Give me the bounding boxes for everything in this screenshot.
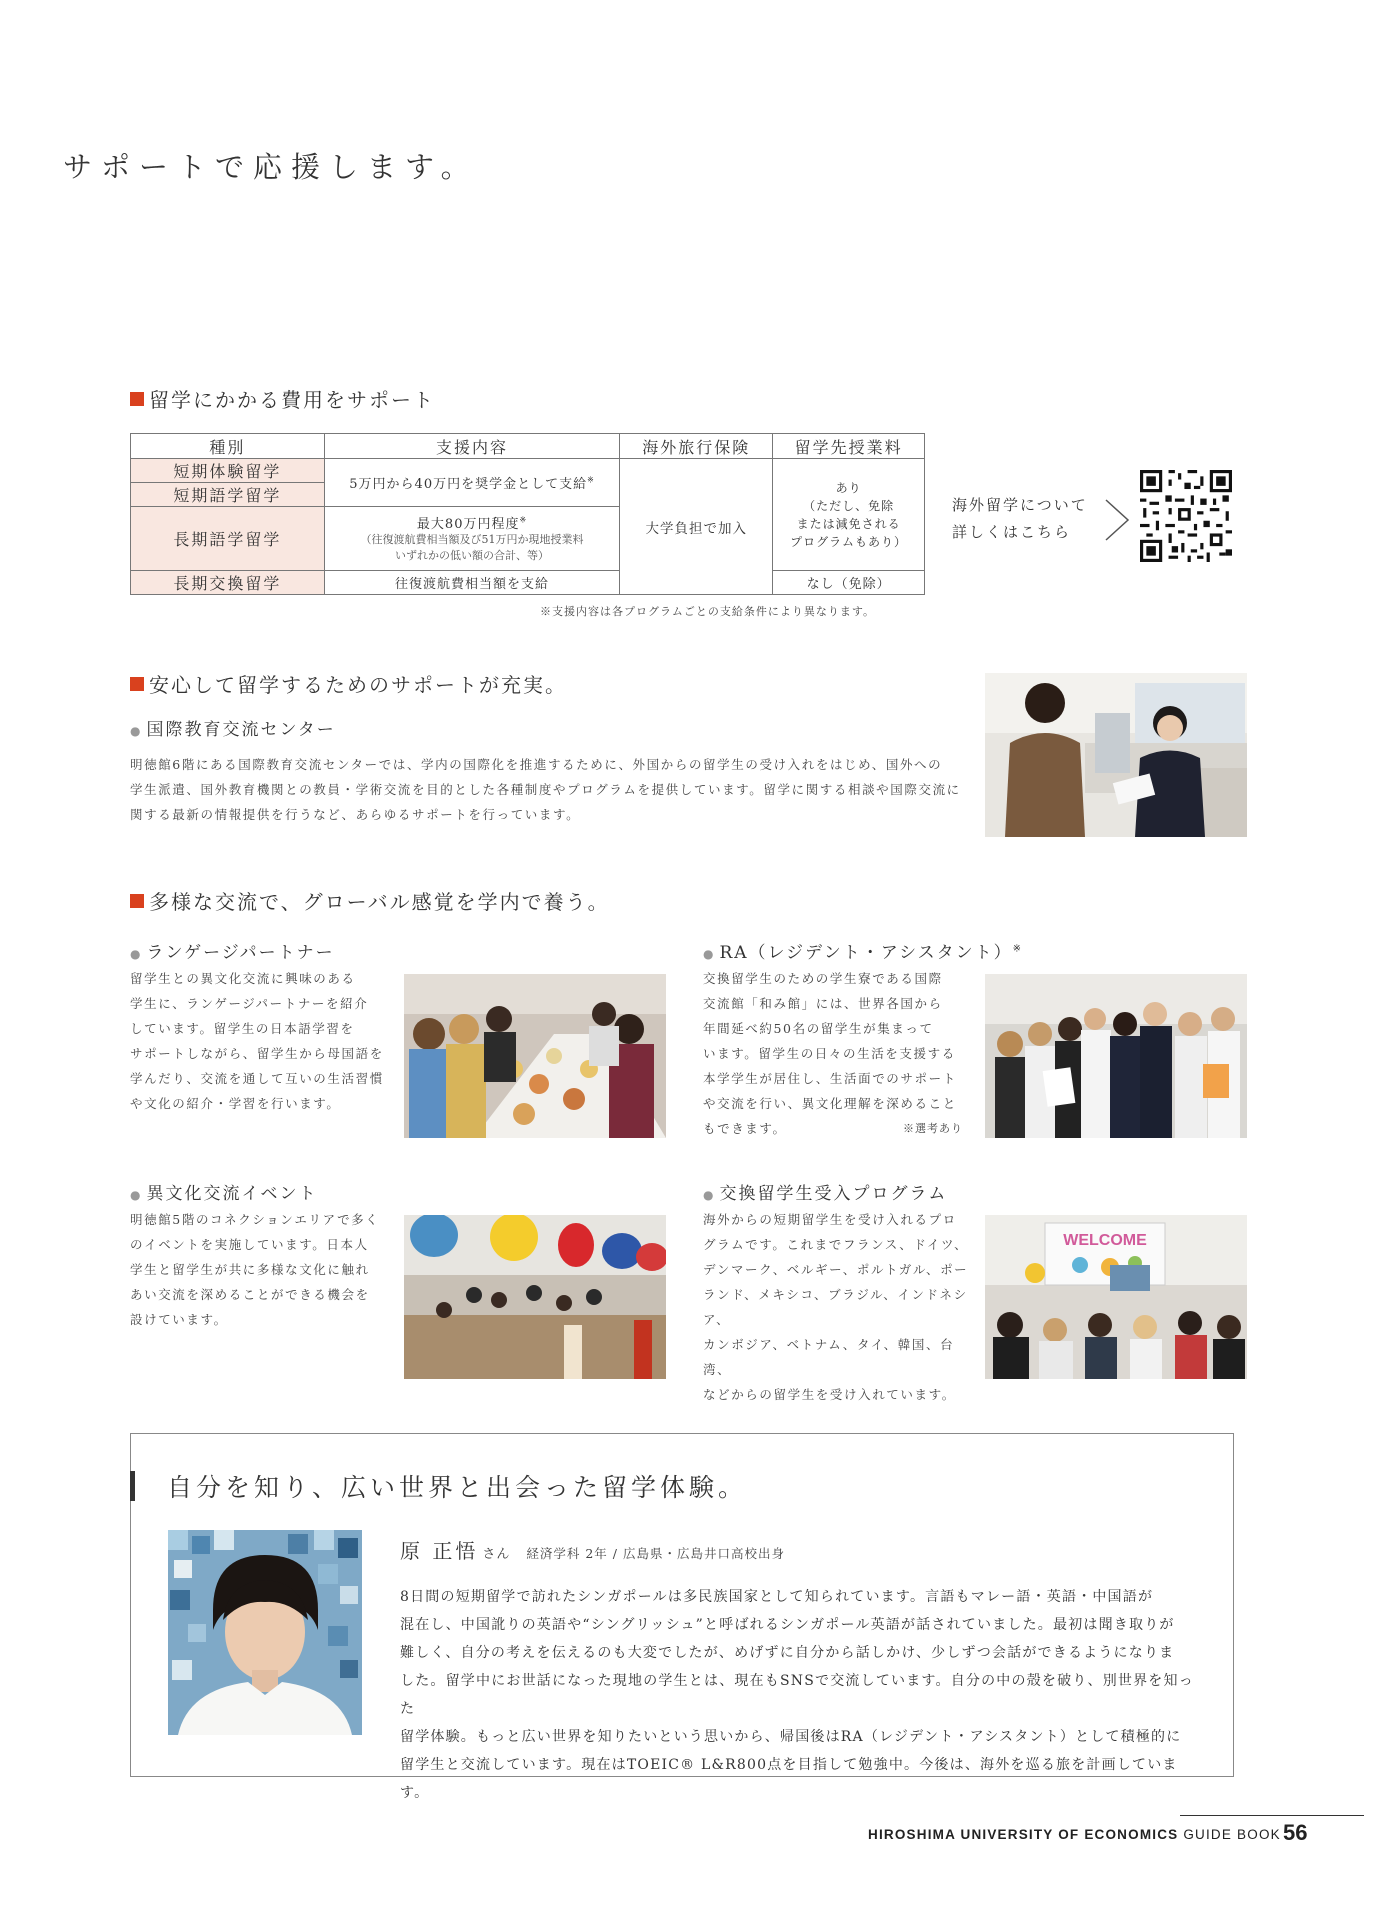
tuition-cell [773,459,925,571]
type-short-language: 短期語学留学 [131,483,325,507]
ep-line-4: ランド、メキシコ、ブラジル、インドネシア、 [703,1287,968,1327]
heading-square-icon [130,894,144,908]
ce-line-4: あい交流を深めることができる機会を [130,1287,370,1302]
ra-line-2: 交流館「和み館」には、世界各国から [703,996,943,1011]
footer-rule [1180,1815,1364,1816]
tuition-line-3: または減免される [796,516,901,531]
exchange-section-heading [130,886,610,915]
bullet-dot-icon: ● [130,947,143,961]
language-partner-title [130,938,335,963]
welcome-sign-text: WELCOME [1063,1232,1147,1249]
chevron-right-icon [1100,496,1134,544]
ce-line-3: 学生と留学生が共に多様な文化に触れ [130,1262,370,1277]
tuition-line-4: プログラムもあり） [790,534,908,549]
ra-title [703,938,1023,963]
student-honorific: さん [482,1547,511,1562]
lp-line-6: や文化の紹介・学習を行います。 [130,1096,341,1111]
cost-note: ※支援内容は各プログラムごとの支給条件により異なります。 [540,605,876,618]
cost-table [130,433,925,595]
exp-line-2: 混在し、中国訛りの英語や“シングリッシュ”と呼ばれるシンガポール英語が話されていました。最初は聞き取りが [400,1617,1175,1633]
ep-line-6: などからの留学生を受け入れています。 [703,1387,956,1402]
header-support: 支援内容 [324,434,620,459]
culture-event-title-text: 異文化交流イベント [146,1184,318,1204]
title-bar-icon [130,1471,135,1501]
short-support-mark: ※ [587,475,595,485]
center-section-heading [130,669,567,698]
center-office-photo [985,673,1247,837]
tuition-line-2: （ただし、免除 [803,498,895,513]
language-partner-body [130,966,390,1116]
qr-link-text[interactable] [952,492,1088,546]
lp-line-5: 学んだり、交流を通して互いの生活習慣 [130,1071,384,1086]
student-name: 原 正悟 [400,1539,479,1563]
long-support-main: 最大80万円程度 [416,517,520,532]
ra-line-3: 年間延べ約50名の留学生が集まって [703,1021,934,1036]
ra-line-1: 交換留学生のための学生寮である国際 [703,971,943,986]
header-insurance: 海外旅行保険 [620,434,773,459]
ce-line-1: 明徳館5階のコネクションエリアで多く [130,1212,380,1227]
ra-line-7-text: もできます。 [703,1121,787,1136]
short-support-text: 5万円から40万円を奨学金として支給 [349,477,588,492]
page-number: 56 [1283,1820,1308,1845]
footer-guidebook-label: GUIDE BOOK [1183,1827,1281,1842]
ce-line-5: 設けています。 [130,1312,228,1327]
experience-title: 自分を知り、広い世界と出会った留学体験。 [167,1473,748,1502]
lp-line-3: しています。留学生の日本語学習を [130,1021,355,1036]
bullet-dot-icon: ● [703,1188,716,1202]
ra-line-7 [703,1116,963,1141]
qr-text-line-1: 海外留学について [952,496,1088,514]
bullet-dot-icon: ● [703,947,716,961]
culture-event-body [130,1207,390,1332]
center-line-2: 学生派遣、国外教育機関との教員・学術交流を目的とした各種制度やプログラムを提供しています。留学に関する相談や国際交流に [130,782,961,797]
page-title: サポートで応援します。 [63,150,479,184]
student-portrait-photo [168,1530,362,1735]
center-body [130,752,970,827]
heading-square-icon [130,677,144,691]
ra-selection-note: ※選考あり [903,1122,963,1135]
lp-line-1: 留学生との異文化交流に興味のある [130,971,356,986]
ep-line-1: 海外からの短期留学生を受け入れるプロ [703,1212,957,1227]
long-support-note-2: いずれかの低い額の合計、等） [395,549,550,562]
exchange-program-body [703,1207,973,1407]
heading-square-icon [130,392,144,406]
center-heading-text: 安心して留学するためのサポートが充実。 [149,673,567,697]
ra-body [703,966,963,1141]
type-long-language: 長期語学留学 [131,507,325,571]
experience-body [400,1583,1200,1807]
qr-text-line-2: 詳しくはこちら [952,523,1072,541]
type-short-experience: 短期体験留学 [131,459,325,483]
ep-line-5: カンボジア、ベトナム、タイ、韓国、台湾、 [703,1337,955,1377]
bullet-dot-icon: ● [130,724,143,738]
language-partner-title-text: ランゲージパートナー [146,943,335,963]
short-support-cell [324,459,620,507]
insurance-cell: 大学負担で加入 [620,459,773,595]
exp-line-5: 留学体験。もっと広い世界を知りたいという思いから、帰国後はRA（レジデント・アシスタント）として積極的に [400,1729,1182,1745]
center-line-1: 明徳館6階にある国際教育交流センターでは、学内の国際化を推進するために、外国からの留学生の受け入れをはじめ、国外への [130,757,943,772]
type-long-exchange: 長期交換留学 [131,571,325,595]
ra-line-6: や交流を行い、異文化理解を深めること [703,1096,957,1111]
language-partner-photo [404,974,666,1138]
exchange-support-cell: 往復渡航費相当額を支給 [324,571,620,595]
exchange-program-title-text: 交換留学生受入プログラム [719,1184,948,1204]
exchange-program-title [703,1179,947,1204]
ep-line-2: グラムです。これまでフランス、ドイツ、 [703,1237,969,1252]
tuition-line-1: あり [835,480,862,495]
student-name-line [400,1535,785,1564]
footer-university: HIROSHIMA UNIVERSITY OF ECONOMICS [868,1827,1179,1842]
qr-code-icon[interactable] [1140,470,1232,562]
exchange-heading-text: 多様な交流で、グローバル感覚を学内で養う。 [149,890,610,914]
exchange-program-photo [985,1215,1247,1379]
center-subheading-text: 国際教育交流センター [146,720,336,740]
lp-line-2: 学生に、ランゲージパートナーを紹介 [130,996,369,1011]
footer-guidebook [868,1827,1281,1842]
cost-heading-text: 留学にかかる費用をサポート [149,388,435,412]
exp-line-6: 留学生と交流しています。現在はTOEIC® L&R800点を目指して勉強中。今後は、海外を巡る旅を計画しています。 [400,1757,1178,1801]
ra-title-mark: ※ [1012,943,1023,955]
long-support-cell [324,507,620,571]
center-line-3: 関する最新の情報提供を行うなど、あらゆるサポートを行っています。 [130,807,581,822]
ce-line-2: のイベントを実施しています。日本人 [130,1237,369,1252]
long-support-note-1: （往復渡航費相当額及び51万円か現地授業料 [360,533,584,546]
student-meta: 経済学科 2年 / 広島県・広島井口高校出身 [526,1546,785,1561]
header-tuition: 留学先授業料 [773,434,925,459]
lp-line-4: サポートしながら、留学生から母国語を [130,1046,384,1061]
cost-section-heading [130,384,435,413]
ra-line-4: います。留学生の日々の生活を支援する [703,1046,956,1061]
ep-line-3: デンマーク、ベルギー、ポルトガル、ポー [703,1262,969,1277]
culture-event-photo [404,1215,666,1379]
header-type: 種別 [131,434,325,459]
exp-line-3: 難しく、自分の考えを伝えるのも大変でしたが、めげずに自分から話しかけ、少しずつ会話ができるようになりま [400,1645,1175,1661]
long-support-mark: ※ [519,515,528,525]
ra-title-text: RA（レジデント・アシスタント） [719,943,1013,963]
tuition-exchange-cell: なし（免除） [773,571,925,595]
ra-group-photo [985,974,1247,1138]
bullet-dot-icon: ● [130,1188,143,1202]
culture-event-title [130,1179,317,1204]
ra-line-5: 本学学生が居住し、生活面でのサポート [703,1071,957,1086]
center-subheading [130,715,336,740]
exp-line-1: 8日間の短期留学で訪れたシンガポールは多民族国家として知られています。言語もマレー語・英語・中国語が [400,1589,1154,1605]
exp-line-4: した。留学中にお世話になった現地の学生とは、現在もSNSで交流しています。自分の中の殻を破り、別世界を知った [400,1673,1194,1717]
